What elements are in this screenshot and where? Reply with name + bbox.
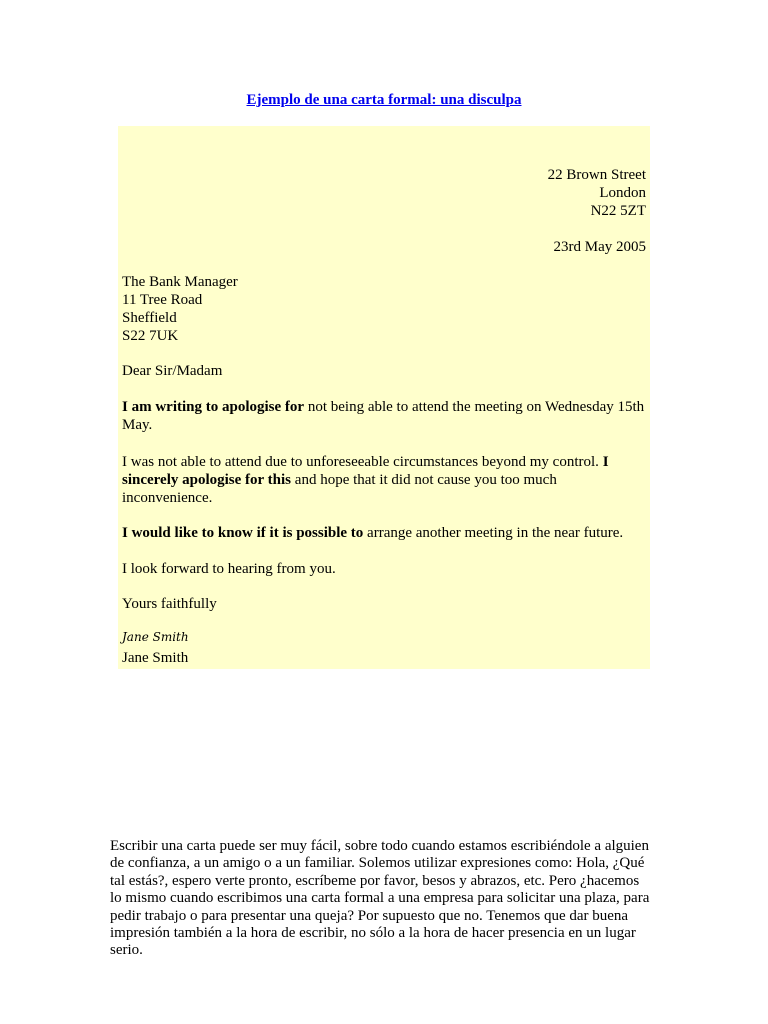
body-paragraph: Escribir una carta puede ser muy fácil, sobre todo cuando estamos escribiéndole a alguien de confianza, a un amigo o a un familiar. Solemos utilizar expresiones como: Hola, ¿Qué tal estás?, espero verte pronto, escríbeme por favor, besos y abrazos, etc. Pero ¿hacemos lo mismo cuando escribimos una carta formal a una empresa para solicitar una plaza, para pedir trabajo o para presentar una queja? Por supuesto que no. Tenemos que dar buena impresión también a la hora de escribir, no sólo a la hora de hacer presencia en un lugar serio. <box>110 838 650 959</box>
handwritten-signature: Jane Smith <box>122 630 189 644</box>
paragraph-3 <box>122 524 646 542</box>
paragraph-1-rest: not being able to attend the meeting on Wednesday 15th May. <box>122 399 645 433</box>
letter-box <box>118 126 650 669</box>
closing-line: I look forward to hearing from you. <box>122 561 336 577</box>
sender-address-line: 22 Brown Street <box>547 167 646 183</box>
page-title <box>0 92 768 109</box>
recipient-line: 11 Tree Road <box>122 292 203 308</box>
sender-address-line: N22 5ZT <box>590 203 646 219</box>
title-link[interactable]: Ejemplo de una carta formal: una disculpa <box>246 92 522 108</box>
paragraph-3-rest: arrange another meeting in the near future. <box>363 525 624 541</box>
paragraph-2-start: I was not able to attend due to unforeseeable circumstances beyond my control. <box>122 454 603 470</box>
paragraph-2-rest: and hope that it did not cause you too much inconvenience. <box>122 472 557 506</box>
paragraph-3-bold: I would like to know if it is possible to <box>122 525 364 541</box>
paragraph-1-bold: I am writing to apologise for <box>122 399 305 415</box>
recipient-line: Sheffield <box>122 310 177 326</box>
sender-address-line: London <box>599 185 646 201</box>
paragraph-1 <box>122 398 646 434</box>
signature-name: Jane Smith <box>122 650 189 666</box>
recipient-line: The Bank Manager <box>122 274 238 290</box>
letter-date: 23rd May 2005 <box>553 239 646 255</box>
recipient-line: S22 7UK <box>122 328 179 344</box>
sender-address <box>548 166 646 220</box>
paragraph-2-bold: I sincerely apologise for this <box>122 454 609 488</box>
salutation: Dear Sir/Madam <box>122 363 223 379</box>
sign-off: Yours faithfully <box>122 596 217 612</box>
recipient-address <box>122 273 238 345</box>
paragraph-2 <box>122 453 646 507</box>
